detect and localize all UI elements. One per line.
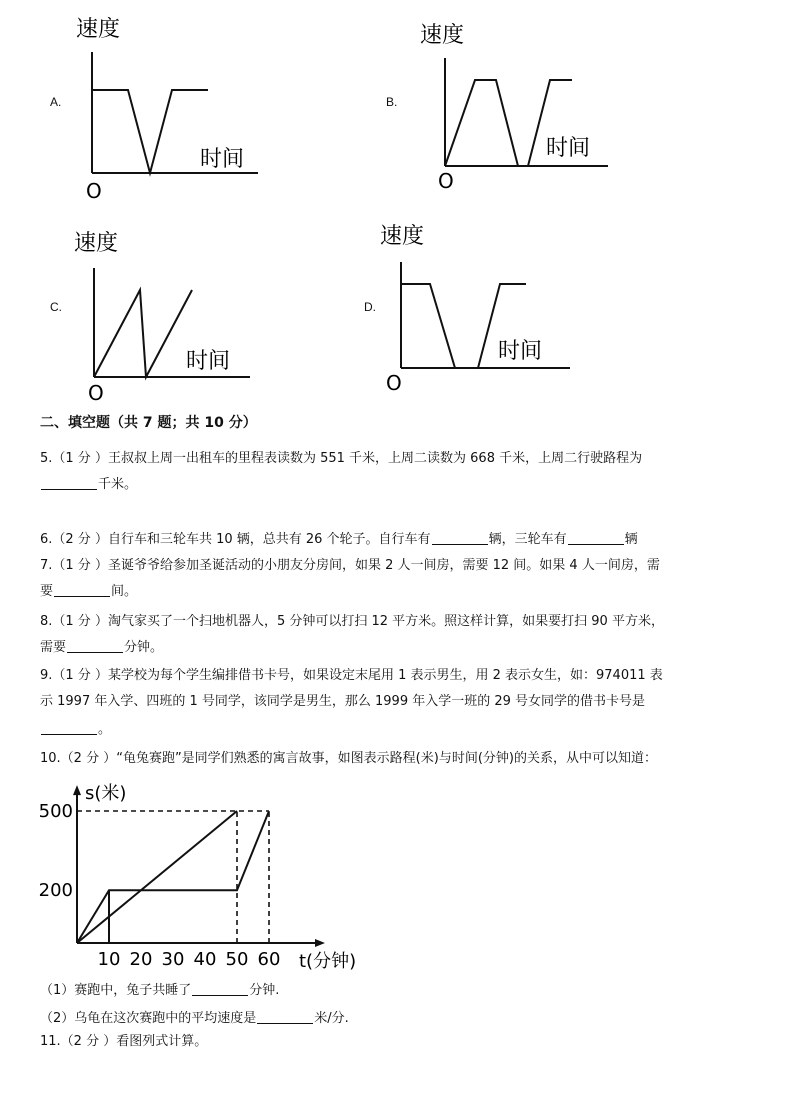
race-chart-ytick-200: 200 xyxy=(38,880,73,902)
question-9-line3: 。 xyxy=(40,717,111,743)
option-a-curve xyxy=(92,90,208,173)
race-chart-ytick-500: 500 xyxy=(38,801,73,822)
answer-blank-q5[interactable] xyxy=(41,475,97,490)
option-c-curve xyxy=(94,290,192,377)
option-b-letter: B. xyxy=(386,95,398,109)
question-10-sub2: （2）乌龟在这次赛跑中的平均速度是 米/分. xyxy=(40,1011,349,1026)
question-10-sub1: （1）赛跑中，兔子共睡了 分钟. xyxy=(40,983,280,998)
question-10-line1: 10.（2 分 ）“龟兔赛跑”是同学们熟悉的寓言故事，如图表示路程(米)与时间(分钟)的关系，从中可以知道： xyxy=(40,751,657,766)
race-chart-xlabel: t(分钟) xyxy=(299,951,357,972)
section-title: 二、填空题（共 7 题；共 10 分） xyxy=(40,415,257,431)
race-chart-xtick-30: 30 xyxy=(161,949,185,970)
question-8-line1: 8.（1 分 ）淘气家买了一个扫地机器人，5 分钟可以打扫 12 平方米。照这样计算，如果要打扫 90 平方米， xyxy=(40,614,664,629)
option-d-ylabel: 速度 xyxy=(380,224,425,249)
option-b-origin: O xyxy=(438,169,454,193)
answer-blank-q10-2[interactable] xyxy=(257,1009,313,1024)
option-d-graph xyxy=(380,218,580,398)
race-chart-xtick-60: 60 xyxy=(257,949,281,970)
option-a-xlabel: 时间 xyxy=(200,147,245,172)
option-c-xlabel: 时间 xyxy=(186,349,231,374)
question-7-line1: 7.（1 分 ）圣诞爷爷给参加圣诞活动的小朋友分房间，如果 2 人一间房，需要 12 间。如果 4 人一间房，需 xyxy=(40,558,660,573)
question-5-line1: 5.（1 分 ）王叔叔上周一出租车的里程表读数为 551 千米，上周二读数为 668 千米，上周二行驶路程为 xyxy=(40,451,643,466)
answer-blank-q6-tricycles[interactable] xyxy=(568,530,624,545)
option-c-graph xyxy=(70,222,270,405)
question-11: 11.（2 分 ）看图列式计算。 xyxy=(40,1034,208,1049)
option-a-letter: A. xyxy=(50,95,62,109)
option-c-origin: O xyxy=(88,381,104,405)
race-chart xyxy=(35,770,375,975)
question-8-line2: 需要 分钟。 xyxy=(40,640,164,655)
race-chart-series-tortoise xyxy=(77,811,237,943)
race-chart-xtick-20: 20 xyxy=(129,949,153,970)
option-a-ylabel: 速度 xyxy=(76,17,121,42)
race-chart-x-arrow xyxy=(315,939,325,947)
answer-blank-q8[interactable] xyxy=(67,638,123,653)
race-chart-xtick-50: 50 xyxy=(225,949,249,970)
option-b-graph xyxy=(420,18,620,193)
question-9-line2: 示 1997 年入学、四班的 1 号同学，该同学是男生，那么 1999 年入学一班的 29 号女同学的借书卡号是 xyxy=(40,694,646,709)
option-d-xlabel: 时间 xyxy=(498,339,543,364)
question-9-line1: 9.（1 分 ）某学校为每个学生编排借书卡号，如果设定末尾用 1 表示男生，用 2 表示女生，如：974011 表 xyxy=(40,668,663,683)
option-d-letter: D. xyxy=(364,300,376,314)
option-c-ylabel: 速度 xyxy=(74,231,119,256)
answer-blank-q10-1[interactable] xyxy=(192,981,248,996)
option-d-origin: O xyxy=(386,371,402,395)
answer-blank-q6-bikes[interactable] xyxy=(432,530,488,545)
answer-blank-q7[interactable] xyxy=(54,582,110,597)
option-a-graph xyxy=(70,12,270,202)
race-chart-y-arrow xyxy=(73,785,81,795)
option-a-origin: O xyxy=(86,179,102,203)
race-chart-ylabel: s(米) xyxy=(85,783,127,805)
question-6: 6.（2 分 ）自行车和三轮车共 10 辆，总共有 26 个轮子。自行车有 辆，三轮车有 辆 xyxy=(40,532,638,547)
option-c-letter: C. xyxy=(50,300,62,314)
race-chart-xtick-40: 40 xyxy=(193,949,217,970)
answer-blank-q9[interactable] xyxy=(41,720,97,735)
option-b-xlabel: 时间 xyxy=(546,136,591,161)
question-5-line2: 千米。 xyxy=(40,472,137,498)
race-chart-xtick-10: 10 xyxy=(97,949,121,970)
race-chart-series-rabbit xyxy=(77,811,269,943)
question-7-line2: 要 间。 xyxy=(40,584,138,599)
option-b-ylabel: 速度 xyxy=(420,23,465,48)
